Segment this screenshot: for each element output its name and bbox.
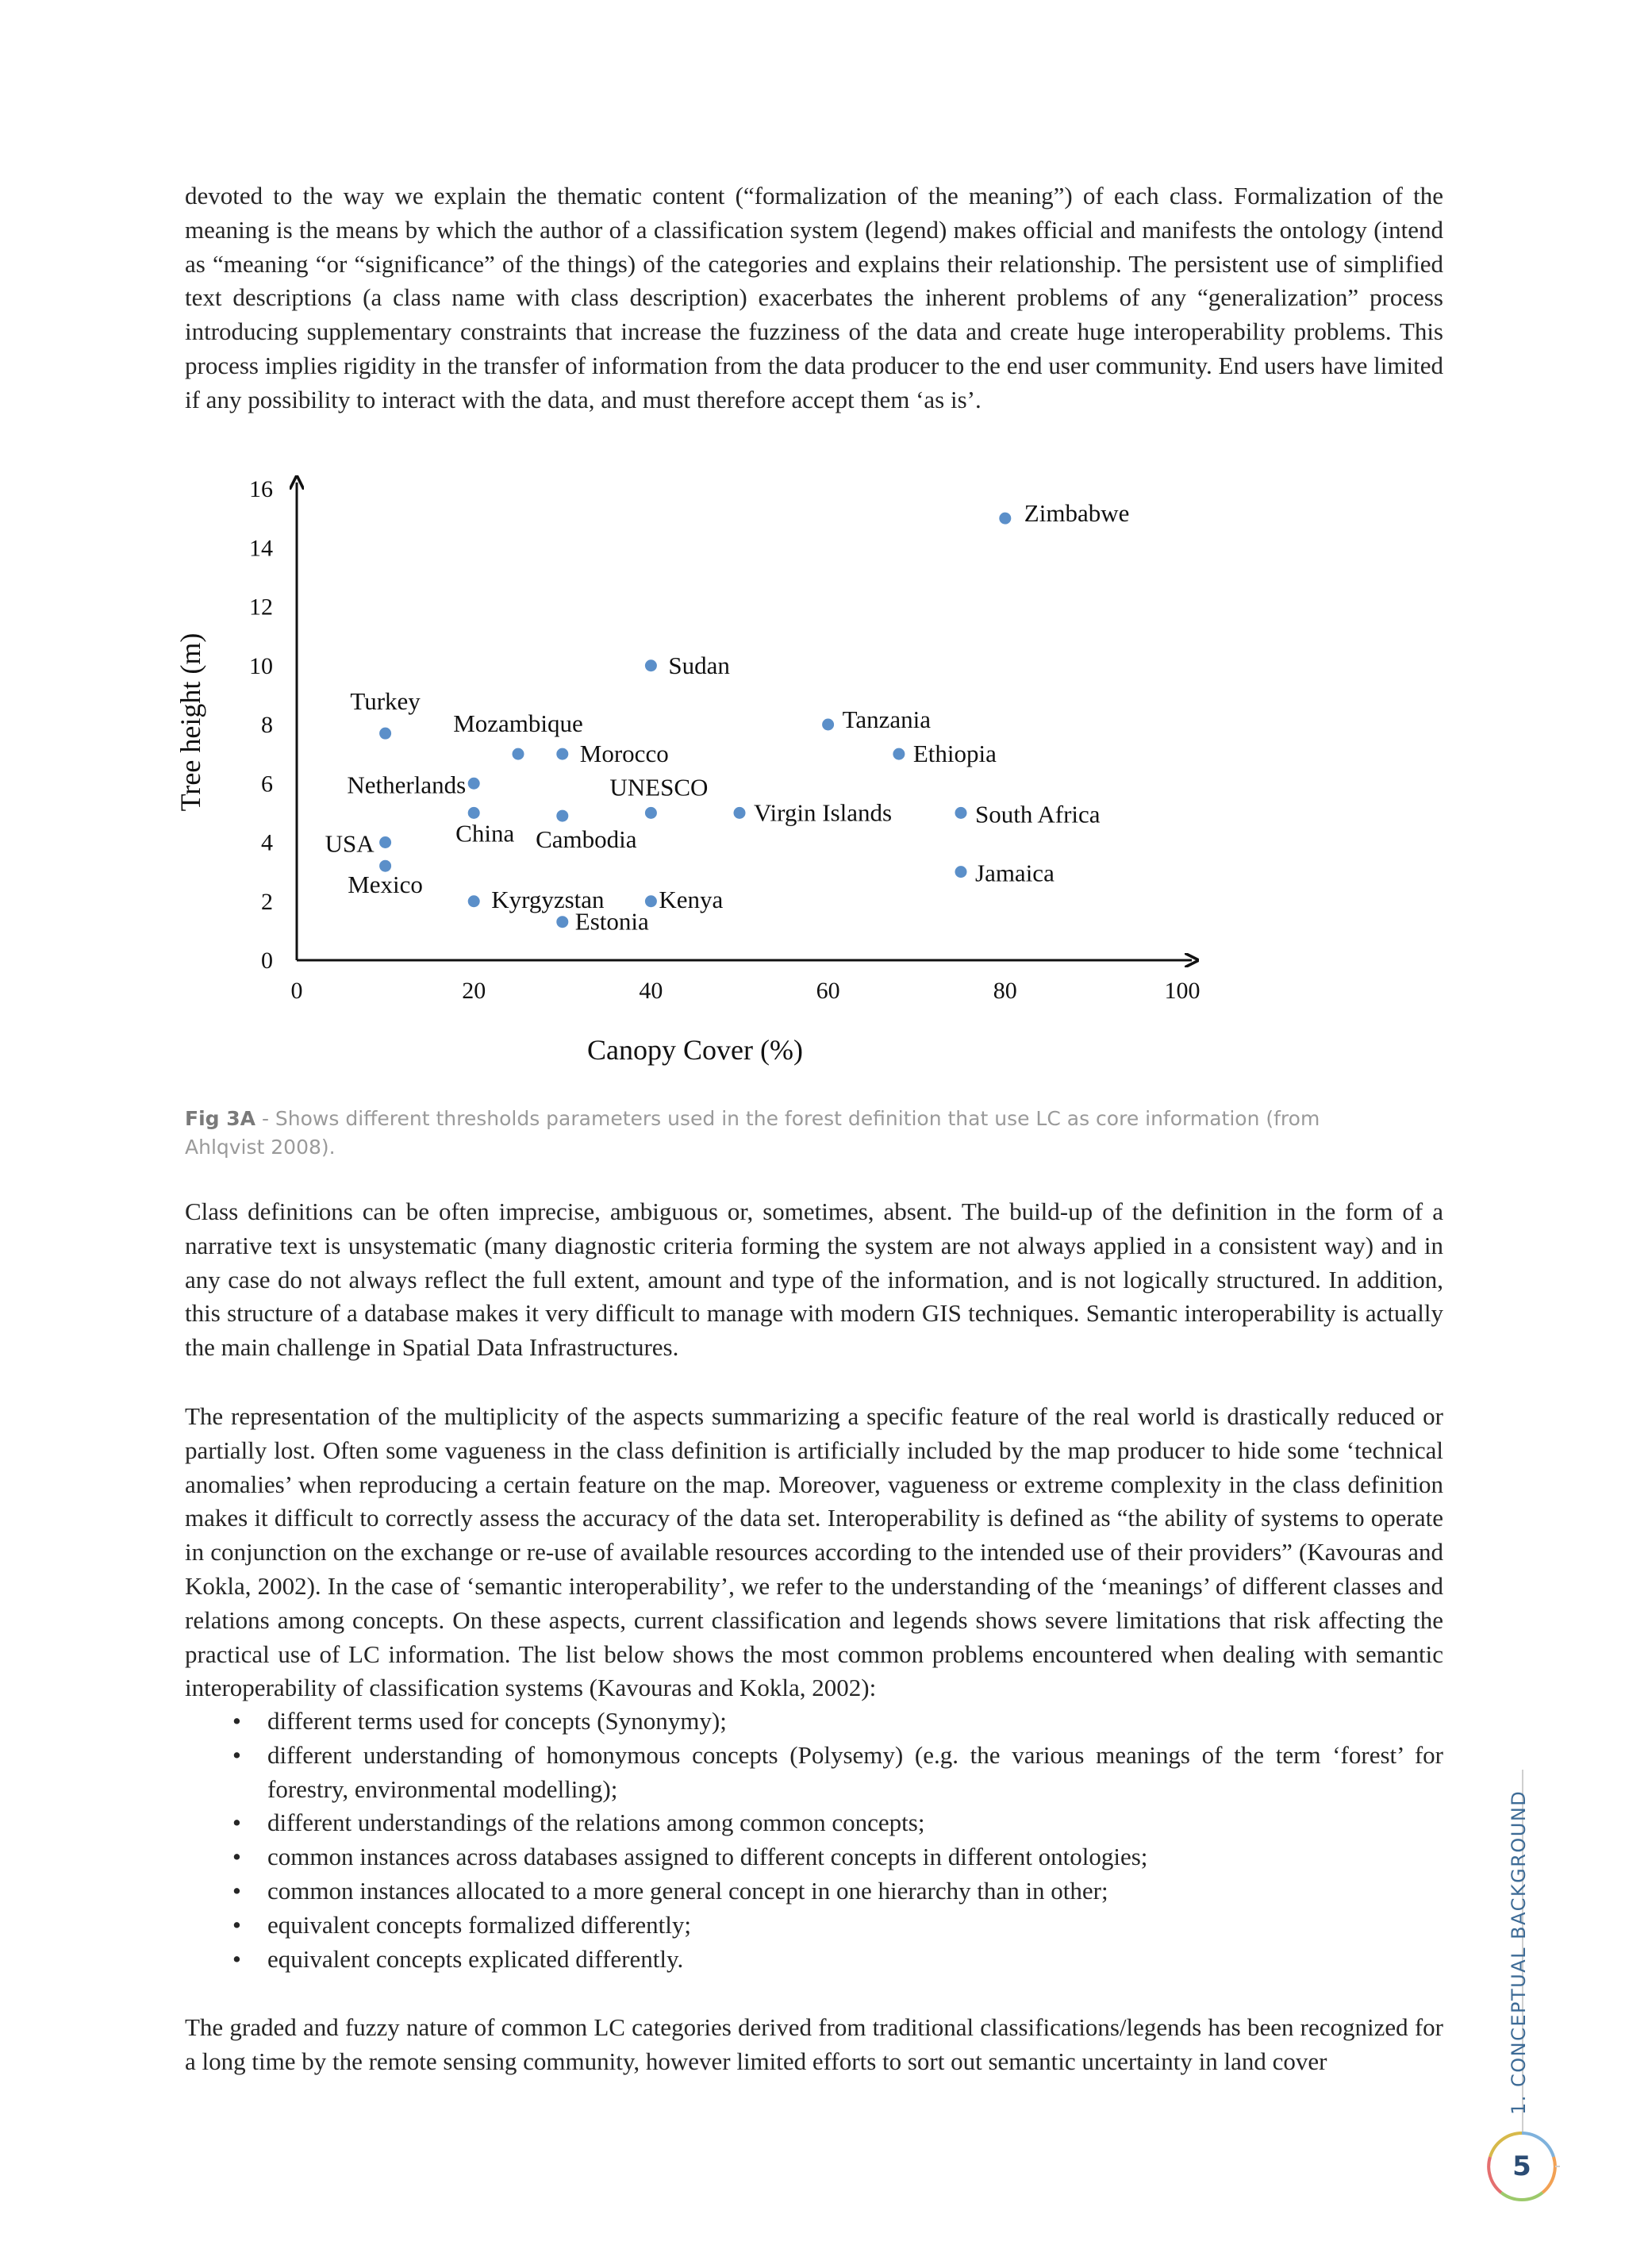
bullet-marker: •	[232, 1944, 241, 1973]
x-tick-label: 60	[816, 978, 840, 1004]
point-label: UNESCO	[609, 773, 709, 801]
point-label: Turkey	[350, 687, 421, 716]
data-point	[556, 916, 568, 928]
data-point	[468, 807, 480, 819]
data-point	[893, 748, 905, 760]
point-label: Kyrgyzstan	[491, 885, 605, 913]
y-tick-label: 16	[249, 476, 273, 502]
point-label: Ethiopia	[912, 740, 997, 768]
point-label: Estonia	[574, 907, 649, 936]
x-tick-label: 20	[462, 978, 486, 1004]
point-label: Zimbabwe	[1024, 499, 1130, 528]
x-axis-title: Canopy Cover (%)	[587, 1034, 803, 1066]
bullet-marker: •	[232, 1809, 241, 1837]
list-item-text: different understanding of homonymous concepts (Polysemy) (e.g. the various meanings of the term ‘forest’ for forestry, environmental modelling);	[267, 1740, 1443, 1803]
y-tick-label: 14	[249, 535, 273, 562]
x-tick-label: 100	[1164, 978, 1201, 1004]
bullet-marker: •	[232, 1707, 241, 1735]
point-label: Kenya	[659, 885, 724, 913]
list-item	[185, 1806, 1443, 1840]
data-point	[556, 810, 568, 822]
point-label: Cambodia	[536, 825, 637, 854]
data-point	[645, 895, 657, 907]
list-item	[185, 1705, 1443, 1739]
caption-text: - Shows different thresholds parameters used in the forest definition that use LC as core information (from Ahlqvist 2008).	[185, 1107, 1320, 1159]
figure-label: Fig 3A	[185, 1107, 255, 1130]
y-axis-title: Tree height (m)	[175, 632, 206, 812]
data-point	[379, 728, 391, 740]
paragraph-representation: The representation of the multiplicity of the aspects summarizing a specific feature of the real world is drastically reduced or partially lost. Often some vagueness in the class definition is artificially included by the map producer to hide some ‘technical anomalies’ when reproducing a certain feature on the map. Moreover, vagueness or extreme complexity in the class definition makes it difficult to correctly assess the accuracy of the data set. Interoperability is defined as “the ability of systems to operate in conjunction on the exchange or re-use of available resources according to the intended use of their providers” (Kavouras and Kokla, 2002). In the case of ‘semantic interoperability’, we refer to the understanding of the ‘meanings’ of different classes and relations among concepts. On these aspects, current classification and legends shows severe limitations that risk affecting the practical use of LC information. The list below shows the most common problems encountered when dealing with semantic interoperability of classification systems (Kavouras and Kokla, 2002):	[185, 1402, 1443, 1702]
list-item	[185, 1943, 1443, 1977]
point-label: Virgin Islands	[754, 798, 893, 827]
problem-list	[185, 1705, 1443, 1976]
bullet-marker: •	[232, 1843, 241, 1871]
y-tick-label: 2	[261, 888, 273, 915]
list-item	[185, 1874, 1443, 1909]
page-number: 5	[1512, 2151, 1531, 2182]
x-tick-label: 40	[639, 978, 663, 1004]
y-tick-label: 4	[261, 829, 273, 856]
point-label: Jamaica	[975, 859, 1055, 887]
point-label: Netherlands	[347, 771, 467, 799]
data-point	[955, 866, 967, 878]
data-point	[734, 807, 746, 819]
point-label: South Africa	[975, 800, 1101, 828]
y-tick-label: 6	[261, 771, 273, 798]
figure-caption	[185, 1105, 1375, 1162]
point-label: Mexico	[348, 871, 423, 899]
list-item-text: different understandings of the relations among common concepts;	[267, 1809, 925, 1837]
list-item-text: equivalent concepts formalized differently;	[267, 1910, 691, 1939]
data-point	[955, 807, 967, 819]
list-item-text: different terms used for concepts (Synonymy);	[267, 1707, 727, 1735]
x-tick-label: 0	[290, 978, 303, 1004]
data-point	[645, 807, 657, 819]
y-tick-label: 8	[261, 712, 273, 738]
bullet-marker: •	[232, 1740, 241, 1769]
paragraph-intro: devoted to the way we explain the thematic content (“formalization of the meaning”) of each class. Formalization of the meaning is the means by which the author of a classification system (legend) makes official and manifests the ontology (intend as “meaning “or “significance” of the things) of the categories and explains their relationship. The persistent use of simplified text descriptions (a class name with class description) exacerbates the inherent problems of any “generalization” process introducing supplementary constraints that increase the fuzziness of the data and create huge interoperability problems. This process implies rigidity in the transfer of information from the data producer to the end user community. End users have limited if any possibility to interact with the data, and must therefore accept them ‘as is’.	[185, 182, 1443, 413]
list-item-text: equivalent concepts explicated differently.	[267, 1944, 684, 1973]
point-label: Morocco	[579, 740, 669, 768]
point-label: Tanzania	[842, 705, 932, 733]
list-item	[185, 1739, 1443, 1807]
scatter-chart	[159, 460, 1222, 1087]
data-point	[379, 836, 391, 848]
data-point	[556, 748, 568, 760]
data-point	[513, 748, 524, 760]
list-item-text: common instances allocated to a more general concept in one hierarchy than in other;	[267, 1876, 1108, 1905]
data-point	[468, 895, 480, 907]
list-item	[185, 1909, 1443, 1943]
point-label: Sudan	[668, 651, 730, 679]
list-item-text: common instances across databases assigned to different concepts in different ontologies;	[267, 1843, 1148, 1871]
point-labels	[325, 499, 1130, 936]
y-tick-labels	[249, 476, 273, 974]
point-label: China	[455, 819, 515, 848]
data-point	[468, 778, 480, 790]
y-tick-label: 10	[249, 652, 273, 679]
y-tick-label: 0	[261, 948, 273, 974]
chart-axes	[297, 482, 1192, 960]
data-point	[822, 719, 834, 731]
data-point	[645, 659, 657, 671]
bullet-marker: •	[232, 1876, 241, 1905]
chapter-label: 1. CONCEPTUAL BACKGROUND	[1508, 1789, 1530, 2115]
paragraph-class-definitions: Class definitions can be often imprecise, ambiguous or, sometimes, absent. The build-up of the definition in the form of a narrative text is unsystematic (many diagnostic criteria forming the system are not always applied in a consistent way) and in any case do not always reflect the full extent, amount and type of the information, and is not logically structured. In addition, this structure of a database makes it very difficult to manage with modern GIS techniques. Semantic interoperability is actually the main challenge in Spatial Data Infrastructures.	[185, 1197, 1443, 1362]
paragraph-fuzzy-nature: The graded and fuzzy nature of common LC categories derived from traditional classifications/legends has been recognized for a long time by the remote sensing community, however limited efforts to sort out semantic uncertainty in land cover	[185, 2013, 1443, 2075]
point-label: Mozambique	[453, 709, 583, 738]
point-label: USA	[325, 829, 375, 858]
y-tick-label: 12	[249, 594, 273, 621]
x-tick-labels	[291, 978, 1201, 1004]
x-tick-label: 80	[993, 978, 1017, 1004]
data-point	[999, 513, 1011, 525]
bullet-marker: •	[232, 1910, 241, 1939]
list-item	[185, 1840, 1443, 1874]
